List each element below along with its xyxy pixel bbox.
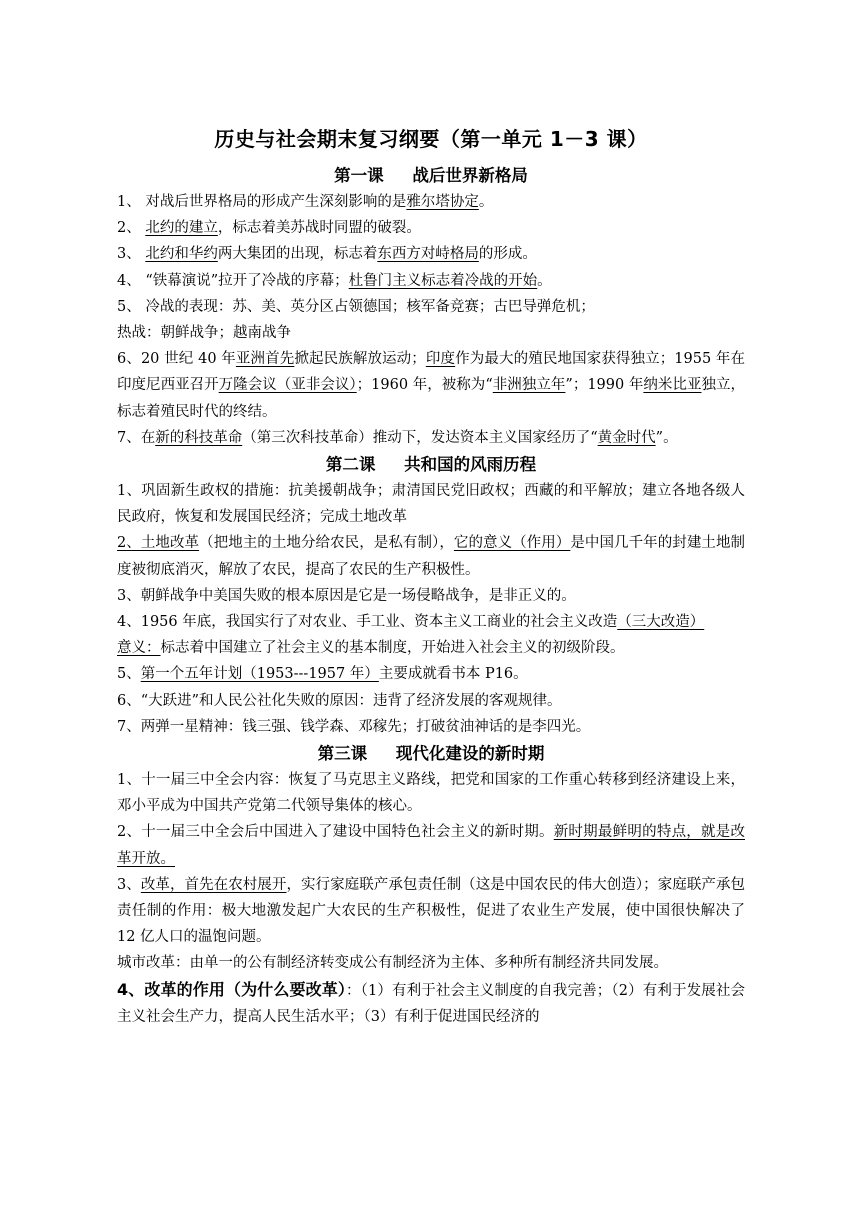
text-span: 3、: [117, 876, 141, 893]
document-body: [117, 124, 745, 1030]
text-span: 3、: [117, 246, 146, 263]
lesson-3-item-3: [117, 872, 745, 951]
key-term: 新的科技革命: [155, 429, 243, 446]
lesson-1-item-7: [117, 425, 745, 451]
key-term: 印度: [425, 351, 456, 368]
text-span: ：（1）有利于社会主义制度的自我完善；（2）有利于发展社会主义社会生产力，提高人民生活水平；（3）有利于促进国民经济的: [117, 982, 745, 1025]
lesson-2-item-4: [117, 609, 745, 635]
lesson-2-item-5: [117, 661, 745, 687]
lesson-1-item-1: [117, 189, 745, 215]
key-term: 意义：: [117, 640, 161, 657]
text-span: 1、 对战后世界格局的形成产生深刻影响的是: [117, 194, 407, 210]
lesson-1-item-5: 5、 冷战的表现：苏、美、英分区占领德国；核军备竞赛；古巴导弹危机；: [117, 298, 595, 315]
text-span: 掀起民族解放运动；: [294, 351, 426, 368]
key-term: 2、土地改革: [117, 535, 200, 552]
text-span: 2、: [117, 220, 146, 237]
key-term: 北约和华约: [145, 246, 218, 263]
text-span: 的形成。: [478, 246, 537, 263]
lesson-3-item-1: 1、十一届三中全会内容：恢复了马克思主义路线，把党和国家的工作重心转移到经济建设上来，邓小平成为中国共产党第二代领导集体的核心。: [117, 772, 745, 815]
key-term: 北约的建立: [145, 220, 218, 237]
text-span: 5、: [117, 666, 141, 683]
text-span: 4、1956 年底，我国实行了对农业、手工业、资本主义工商业的社会主义改造: [117, 614, 618, 631]
key-term: 非洲独立年: [492, 377, 566, 394]
key-term: 纳米比亚: [643, 377, 702, 394]
text-span: ，实行家庭联产承包责任制（这是中国农民的伟大创造）；家庭联产承包责任制的作用：极大地激发起广大农民的生产积极性，促进了农业生产发展，使中国很快解决了 12 亿人口的温饱问题。: [117, 876, 745, 946]
text-span: 标志着中国建立了社会主义的基本制度，开始进入社会主义的初级阶段。: [160, 640, 625, 657]
text-span: 独立，标志着殖民时代的终结。: [117, 377, 746, 420]
key-term: 亚洲首先: [235, 351, 295, 368]
lesson-1-item-6: [117, 346, 745, 425]
lesson-2-item-6: 6、“大跃进”和人民公社化失败的原因：违背了经济发展的客观规律。: [117, 692, 562, 709]
text-span: 2、十一届三中全会后中国进入了建设中国特色社会主义的新时期。: [117, 824, 554, 841]
text-span: 作为最大的殖民地国家获得独立；1955 年在印度尼西亚召开: [117, 351, 746, 394]
key-term: （三大改造）: [617, 614, 705, 631]
key-term: 第一个五年计划（1953---1957 年）: [140, 666, 379, 683]
text-span: 。: [478, 194, 494, 210]
key-term: 新时期最鲜明的特点，就是改革开放。: [117, 824, 745, 867]
text-span: ；1960 年，被称为“: [356, 377, 493, 394]
text-span: 是中国几千年的封建土地制度被彻底消灭，解放了农民，提高了农民的生产积极性。: [117, 535, 746, 578]
lesson-2-item-4-meaning: [117, 635, 745, 661]
lesson-2-item-7: 7、两弹一星精神：钱三强、钱学森、邓稼先；打破贫油神话的是李四光。: [117, 718, 591, 735]
key-heading: 4、改革的作用（为什么要改革）: [117, 979, 347, 999]
text-span: 主要成就看书本 P16。: [378, 666, 528, 683]
lesson-1-item-4: [117, 268, 745, 294]
key-term: 雅尔塔协定: [406, 194, 479, 210]
text-span: ，标志着美苏战时同盟的破裂。: [217, 220, 421, 237]
page-title: 历史与社会期末复习纲要（第一单元 1－3 课）: [214, 127, 648, 151]
lesson-2-heading: 第二课 共和国的风雨历程: [325, 455, 537, 475]
lesson-2-item-1: 1、巩固新生政权的措施：抗美援朝战争；肃清国民党旧政权；西藏的和平解放；建立各地各级人民政府，恢复和发展国民经济；完成土地改革: [117, 483, 745, 526]
lesson-3-item-3-urban: 城市改革：由单一的公有制经济转变成公有制经济为主体、多种所有制经济共同发展。: [117, 955, 668, 972]
text-span: （第三次科技革命）推动下，发达资本主义国家经历了“: [242, 429, 598, 446]
lesson-3-item-2: [117, 819, 745, 871]
text-span: （把地主的土地分给农民，是私有制），: [199, 535, 454, 552]
text-span: 4、 “铁幕演说”拉开了冷战的序幕；: [117, 272, 349, 289]
key-term: 它的意义（作用）: [453, 535, 571, 552]
key-term: 东西方对峙格局: [377, 246, 479, 263]
text-span: 7、在: [117, 429, 156, 446]
text-span: 6、20 世纪 40 年: [117, 351, 236, 368]
text-span: ”；1990 年: [565, 377, 644, 394]
key-term: 杜鲁门主义标志着冷战的开始: [348, 272, 538, 289]
text-span: 两大集团的出现，标志着: [217, 246, 378, 263]
text-span: 。: [537, 272, 552, 289]
key-term: 改革，首先在农村展开: [140, 876, 287, 893]
lesson-1-heading: 第一课 战后世界新格局: [334, 166, 528, 185]
lesson-1-item-2: [117, 215, 745, 241]
lesson-3-heading: 第三课 现代化建设的新时期: [317, 744, 545, 764]
lesson-2-item-2: [117, 530, 745, 582]
key-term: 万隆会议（亚非会议）: [218, 377, 357, 394]
lesson-1-item-3: [117, 241, 745, 267]
lesson-1-item-5-cont: 热战：朝鲜战争；越南战争: [117, 325, 291, 342]
key-term: 黄金时代: [597, 429, 656, 446]
lesson-2-item-3: 3、朝鲜战争中美国失败的根本原因是它是一场侵略战争，是非正义的。: [117, 587, 576, 604]
lesson-3-item-4: [117, 977, 745, 1030]
text-span: ”。: [655, 429, 678, 446]
